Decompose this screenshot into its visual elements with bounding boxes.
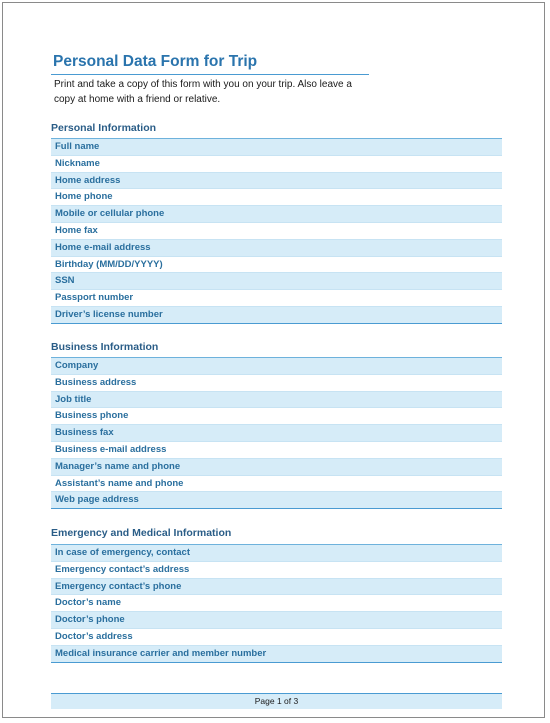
document-page bbox=[2, 2, 545, 718]
form-field-row[interactable]: Driver’s license number bbox=[51, 307, 502, 324]
form-field-row[interactable]: Full name bbox=[51, 139, 502, 156]
personal-fields bbox=[51, 139, 502, 324]
page-footer: Page 1 of 3 bbox=[51, 693, 502, 709]
form-field-row[interactable]: Home fax bbox=[51, 223, 502, 240]
form-field-row[interactable]: Manager’s name and phone bbox=[51, 459, 502, 476]
form-field-row[interactable]: Doctor’s phone bbox=[51, 612, 502, 629]
form-field-row[interactable]: Nickname bbox=[51, 156, 502, 173]
section-title-business: Business Information bbox=[51, 341, 159, 353]
form-field-row[interactable]: SSN bbox=[51, 273, 502, 290]
form-field-row[interactable]: Doctor’s address bbox=[51, 629, 502, 646]
form-field-row[interactable]: Emergency contact’s phone bbox=[51, 579, 502, 596]
section-title-personal: Personal Information bbox=[51, 122, 157, 134]
form-field-row[interactable]: In case of emergency, contact bbox=[51, 545, 502, 562]
form-field-row[interactable]: Birthday (MM/DD/YYYY) bbox=[51, 257, 502, 274]
page-title: Personal Data Form for Trip bbox=[53, 53, 258, 70]
intro-text: Print and take a copy of this form with you on your trip. Also leave a copy at home with a friend or relative. bbox=[54, 79, 352, 105]
form-field-row[interactable]: Company bbox=[51, 358, 502, 375]
form-field-row[interactable]: Doctor’s name bbox=[51, 595, 502, 612]
form-field-row[interactable]: Job title bbox=[51, 392, 502, 409]
form-field-row[interactable]: Assistant’s name and phone bbox=[51, 476, 502, 493]
form-field-row[interactable]: Passport number bbox=[51, 290, 502, 307]
form-field-row[interactable]: Business phone bbox=[51, 408, 502, 425]
form-field-row[interactable]: Home address bbox=[51, 173, 502, 190]
business-fields bbox=[51, 358, 502, 509]
form-field-row[interactable]: Business fax bbox=[51, 425, 502, 442]
form-field-row[interactable]: Business e-mail address bbox=[51, 442, 502, 459]
form-field-row[interactable]: Home phone bbox=[51, 189, 502, 206]
form-field-row[interactable]: Home e-mail address bbox=[51, 240, 502, 257]
section-title-emergency: Emergency and Medical Information bbox=[51, 527, 232, 539]
title-rule bbox=[51, 74, 369, 75]
form-field-row[interactable]: Business address bbox=[51, 375, 502, 392]
form-field-row[interactable]: Medical insurance carrier and member number bbox=[51, 646, 502, 663]
emergency-fields bbox=[51, 545, 502, 663]
form-field-row[interactable]: Web page address bbox=[51, 492, 502, 509]
form-field-row[interactable]: Mobile or cellular phone bbox=[51, 206, 502, 223]
form-field-row[interactable]: Emergency contact’s address bbox=[51, 562, 502, 579]
